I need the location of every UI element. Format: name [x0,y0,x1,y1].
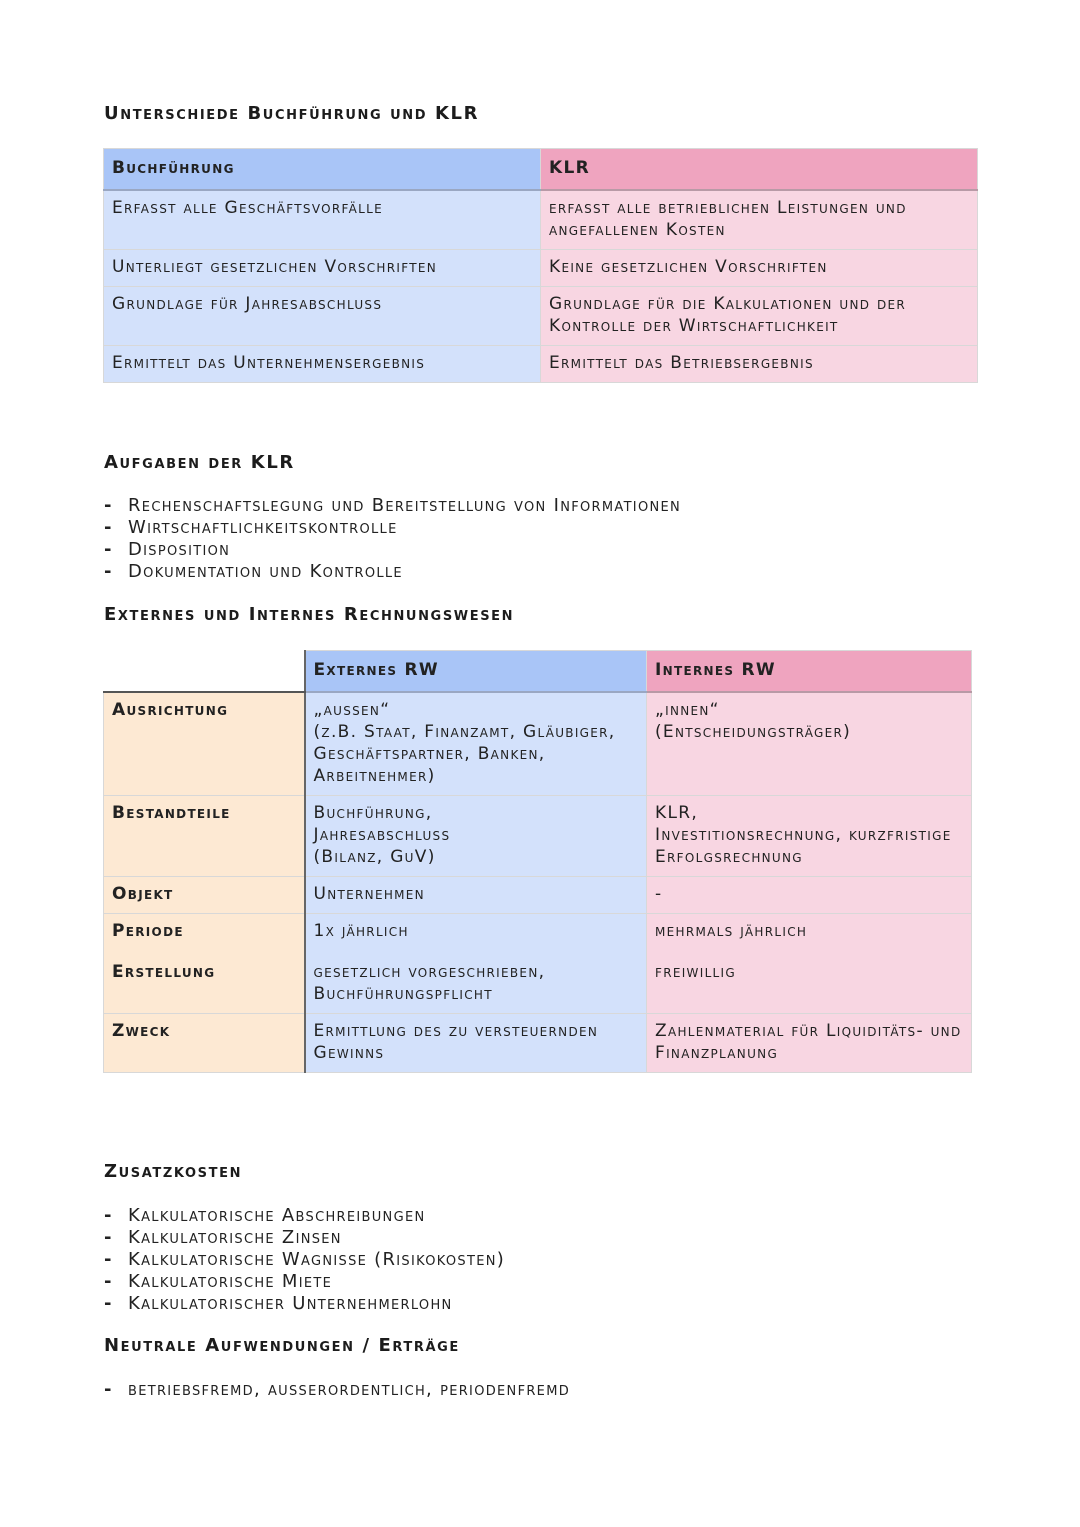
cell-line: mehrmals jährlich [655,921,808,941]
table-cell: Ermittelt das Betriebsergebnis [541,346,978,383]
table-row-objekt [104,877,972,914]
row-label: Ausrichtung [104,692,305,796]
row-label: Bestandteile [104,796,305,877]
list-marker: - [104,1205,113,1226]
table-row-bestandteile [104,796,972,877]
list-marker: - [104,1249,113,1270]
table-cell: - [647,877,972,914]
neutrale-list [104,1379,570,1401]
list-item-text: Kalkulatorische Wagnisse (Risikokosten) [128,1249,506,1270]
row-label-erstellung: Erstellung [112,962,216,982]
cell-line: (z.B. Staat, Finanzamt, Gläubiger, Geschäftspartner, Banken, Arbeitnehmer) [313,722,616,786]
table-cell: Grundlage für die Kalkulationen und der Kontrolle der Wirtschaftlichkeit [541,287,978,346]
cell-line: freiwillig [655,962,736,982]
table-cell: Unterliegt gesetzlichen Vorschriften [104,250,541,287]
table-cell: erfasst alle betrieblichen Leistungen und angefallenen Kosten [541,190,978,250]
list-item-text: Disposition [128,539,231,560]
cell-line: KLR, [655,803,699,823]
table-cell: Erfasst alle Geschäftsvorfälle [104,190,541,250]
table-cell: Grundlage für Jahresabschluss [104,287,541,346]
list-marker: - [104,495,113,516]
list-marker: - [104,539,113,560]
table-cell: Unternehmen [305,877,647,914]
list-item [104,561,681,583]
cell-line: (Entscheidungsträger) [655,722,852,742]
table-cell [305,796,647,877]
header-buchfuehrung: Buchführung [104,149,541,191]
cell-line: (Bilanz, GuV) [313,847,436,867]
list-item [104,1293,505,1315]
cell-line: Investitionsrechnung, kurzfristige Erfolgsrechnung [655,825,952,867]
cell-line: 1x jährlich [313,921,409,941]
list-item-text: Kalkulatorische Zinsen [128,1227,342,1248]
cell-line: Jahresabschluss [313,825,451,845]
table-row [104,346,978,383]
table-header-row [104,651,972,693]
zusatzkosten-list [104,1205,505,1315]
row-label-periode: Periode [112,921,184,941]
row-label: Zweck [104,1014,305,1073]
row-label: Objekt [104,877,305,914]
list-marker: - [104,1379,113,1400]
table-row-zweck [104,1014,972,1073]
list-item-text: Wirtschaftlichkeitskontrolle [128,517,398,538]
list-item [104,1227,505,1249]
section-heading-aufgaben: Aufgaben der KLR [104,452,295,473]
table-row-ausrichtung [104,692,972,796]
table-cell [305,692,647,796]
cell-line: Buchführung, [313,803,433,823]
table-cell [647,692,972,796]
rechnungswesen-table [103,650,972,1073]
table-cell [647,796,972,877]
section-heading-unterschiede: Unterschiede Buchführung und KLR [104,103,480,124]
table-cell: Ermittlung des zu versteuernden Gewinns [305,1014,647,1073]
table-cell: Zahlenmaterial für Liquiditäts- und Finanzplanung [647,1014,972,1073]
header-internes-rw: Internes RW [647,651,972,693]
list-marker: - [104,1293,113,1314]
list-item [104,1271,505,1293]
list-marker: - [104,561,113,582]
list-marker: - [104,1271,113,1292]
buchfuehrung-klr-table [103,148,978,383]
header-empty-cell [104,651,305,693]
list-marker: - [104,1227,113,1248]
header-externes-rw: Externes RW [305,651,647,693]
table-row [104,190,978,250]
cell-line: „aussen“ [313,700,391,720]
section-heading-zusatzkosten: Zusatzkosten [104,1161,243,1182]
list-item-text: Kalkulatorischer Unternehmerlohn [128,1293,453,1314]
section-heading-neutrale: Neutrale Aufwendungen / Erträge [104,1335,460,1356]
table-row [104,287,978,346]
table-row-periode-erstellung [104,914,972,1014]
list-item [104,539,681,561]
list-item-text: betriebsfremd, ausserordentlich, periodenfremd [128,1379,571,1400]
list-marker: - [104,517,113,538]
table-cell: Keine gesetzlichen Vorschriften [541,250,978,287]
section-heading-rechnungswesen: Externes und Internes Rechnungswesen [104,604,515,625]
aufgaben-list [104,495,681,583]
row-label [104,914,305,1014]
table-header-row [104,149,978,191]
cell-line: „innen“ [655,700,720,720]
table-cell [305,914,647,1014]
list-item [104,1379,570,1401]
table-cell [647,914,972,1014]
table-row [104,250,978,287]
cell-line: gesetzlich vorgeschrieben, Buchführungspflicht [313,962,546,1004]
list-item-text: Kalkulatorische Abschreibungen [128,1205,426,1226]
table-cell: Ermittelt das Unternehmensergebnis [104,346,541,383]
list-item-text: Kalkulatorische Miete [128,1271,333,1292]
list-item [104,517,681,539]
list-item [104,1249,505,1271]
list-item [104,1205,505,1227]
list-item [104,495,681,517]
list-item-text: Rechenschaftslegung und Bereitstellung von Informationen [128,495,682,516]
list-item-text: Dokumentation und Kontrolle [128,561,403,582]
header-klr: KLR [541,149,978,191]
